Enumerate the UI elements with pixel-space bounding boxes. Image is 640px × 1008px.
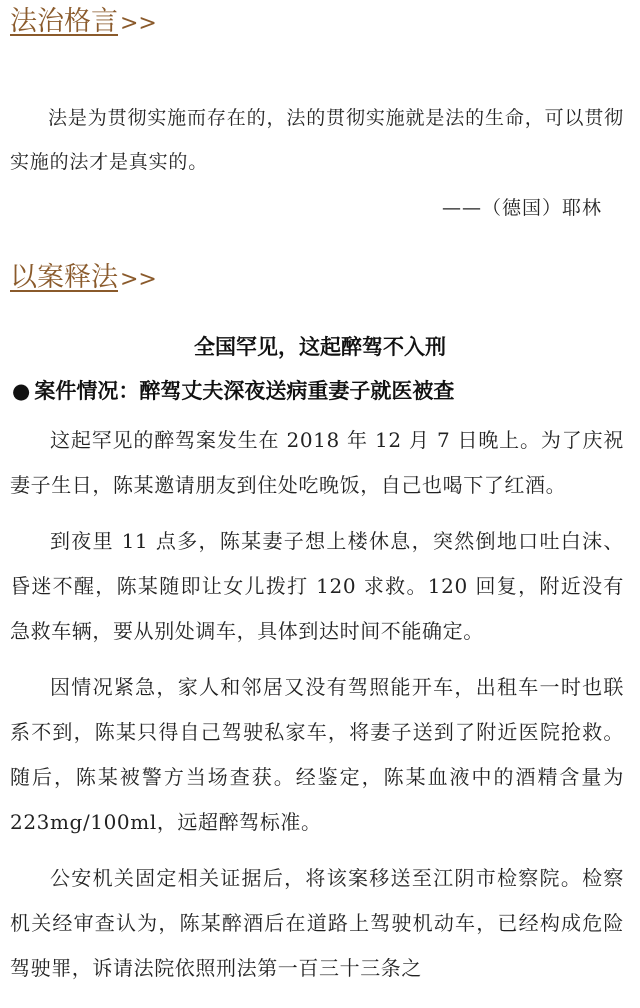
case-subhead: [12, 373, 632, 409]
section-heading-arrows: >>: [120, 267, 157, 292]
section-heading-case-study[interactable]: [10, 262, 157, 296]
section-heading-text: 以案释法: [10, 262, 118, 293]
case-subhead-text: 案件情况：醉驾丈夫深夜送病重妻子就医被查: [34, 379, 455, 403]
case-paragraph: 因情况紧急，家人和邻居又没有驾照能开车，出租车一时也联系不到，陈某只得自己驾驶私家车，将妻子送到了附近医院抢救。随后，陈某被警方当场查获。经鉴定，陈某血液中的酒精含量为 223mg/100ml，远超醉驾标准。: [10, 675, 624, 834]
case-paragraph: 到夜里 11 点多，陈某妻子想上楼休息，突然倒地口吐白沫、昏迷不醒，陈某随即让女儿拨打 120 求救。120 回复，附近没有急救车辆，要从别处调车，具体到达时间不能确定。: [10, 529, 624, 643]
quote-text: [10, 96, 624, 184]
section-heading-legal-maxim[interactable]: [10, 6, 157, 40]
quote-block: [10, 96, 624, 184]
case-paragraph: 这起罕见的醉驾案发生在 2018 年 12 月 7 日晚上。为了庆祝妻子生日，陈某邀请朋友到住处吃晚饭，自己也喝下了红酒。: [10, 428, 624, 497]
quote-author: ——（德国）耶林: [441, 197, 602, 219]
quote-line-2: 可以贯彻实施的法才是真实的。: [10, 107, 624, 173]
bullet-icon: ●: [12, 379, 31, 403]
case-body: [10, 418, 624, 1002]
case-title: 全国罕见，这起醉驾不入刑: [194, 335, 446, 359]
quote-line-1: 法是为贯彻实施而存在的，法的贯彻实施就是法的生命，: [48, 107, 545, 129]
section-heading-text: 法治格言: [10, 6, 118, 37]
section-heading-arrows: >>: [120, 11, 157, 36]
case-paragraph: 公安机关固定相关证据后，将该案移送至江阴市检察院。检察机关经审查认为，陈某醉酒后在道路上驾驶机动车，已经构成危险驾驶罪，诉请法院依照刑法第一百三十三条之: [10, 866, 624, 980]
